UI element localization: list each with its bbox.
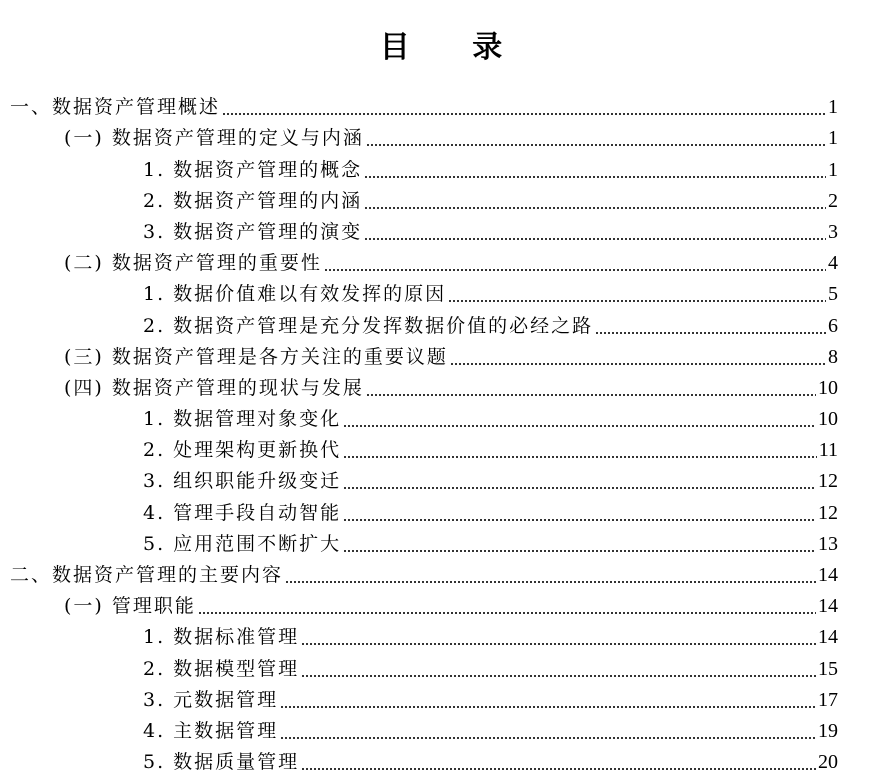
dot-leader [280, 736, 816, 740]
toc-entry[interactable] [0, 340, 882, 371]
dot-leader [366, 143, 826, 147]
toc-entry[interactable] [0, 90, 882, 121]
toc-page-number: 14 [818, 564, 838, 586]
toc-entry[interactable] [0, 121, 882, 152]
toc-entry-title: 1. 数据价值难以有效发挥的原因 [143, 283, 447, 306]
toc-page-number: 3 [828, 220, 838, 243]
toc-page-number: 12 [818, 470, 838, 493]
toc-entry-title: 一、数据资产管理概述 [10, 96, 221, 119]
toc-entry[interactable] [0, 683, 882, 714]
toc-entry[interactable] [0, 152, 882, 183]
toc-page-number: 11 [818, 439, 838, 462]
dot-leader [364, 175, 826, 179]
toc-entry-title: 4. 主数据管理 [143, 719, 279, 742]
dot-leader [450, 362, 826, 366]
toc-entry[interactable] [0, 745, 882, 776]
toc-entry[interactable] [0, 620, 882, 651]
toc-page-number: 19 [818, 719, 838, 742]
toc-entry[interactable] [0, 402, 882, 433]
toc-entry[interactable] [0, 184, 882, 215]
dot-leader [343, 424, 816, 428]
toc-page-number: 14 [818, 595, 838, 618]
toc-entry-title: 2. 数据资产管理是充分发挥数据价值的必经之路 [143, 314, 594, 337]
toc-page-number: 2 [828, 189, 838, 212]
toc-page-number: 15 [818, 657, 838, 680]
toc-entry[interactable] [0, 277, 882, 308]
toc-entry-title: (一) 数据资产管理的定义与内涵 [64, 127, 364, 150]
toc-page-number: 6 [828, 314, 838, 337]
toc-entry[interactable] [0, 714, 882, 745]
dot-leader [301, 767, 816, 771]
toc-page-number: 12 [818, 501, 838, 524]
toc-entry-title: (三) 数据资产管理是各方关注的重要议题 [64, 345, 448, 368]
toc-entry-title: 4. 管理手段自动智能 [143, 501, 342, 524]
dot-leader [198, 611, 816, 615]
toc-page-number: 13 [818, 532, 838, 555]
toc-entry[interactable] [0, 464, 882, 495]
toc-page-number: 17 [818, 688, 838, 711]
toc-page-number: 8 [828, 345, 838, 368]
toc-entry[interactable] [0, 558, 882, 589]
toc-entry[interactable] [0, 371, 882, 402]
dot-leader [343, 486, 816, 490]
toc-page-number: 10 [818, 376, 838, 399]
toc-entry[interactable] [0, 308, 882, 339]
toc-entry-title: 5. 应用范围不断扩大 [143, 532, 342, 555]
toc-entry[interactable] [0, 527, 882, 558]
dot-leader [301, 674, 816, 678]
toc-entry[interactable] [0, 651, 882, 682]
dot-leader [366, 393, 816, 397]
toc-page-number: 4 [828, 252, 838, 275]
dot-leader [364, 206, 826, 210]
toc-entry-title: 1. 数据管理对象变化 [143, 408, 342, 431]
toc-page-number: 14 [818, 626, 838, 649]
toc-page-number: 20 [818, 751, 838, 774]
toc-entry[interactable] [0, 495, 882, 526]
dot-leader [343, 518, 816, 522]
dot-leader [280, 705, 816, 709]
toc-entry[interactable] [0, 215, 882, 246]
dot-leader [448, 299, 826, 303]
toc-entry-title: 3. 数据资产管理的演变 [143, 220, 363, 243]
table-of-contents [0, 90, 882, 776]
toc-page-number: 1 [828, 158, 838, 181]
page-title: 目 录 [379, 30, 529, 66]
toc-page-number: 1 [828, 127, 838, 150]
dot-leader [595, 331, 826, 335]
toc-entry[interactable] [0, 589, 882, 620]
toc-entry-title: 2. 数据资产管理的内涵 [143, 189, 363, 212]
toc-entry-title: 二、数据资产管理的主要内容 [10, 564, 284, 586]
toc-entry-title: 2. 数据模型管理 [143, 657, 300, 680]
toc-entry-title: 5. 数据质量管理 [143, 751, 300, 774]
toc-entry-title: (四) 数据资产管理的现状与发展 [64, 376, 364, 399]
toc-entry-title: 2. 处理架构更新换代 [143, 439, 342, 462]
toc-entry-title: 1. 数据资产管理的概念 [143, 158, 363, 181]
toc-entry-title: (一) 管理职能 [64, 595, 196, 618]
dot-leader [324, 268, 826, 272]
toc-entry-title: (二) 数据资产管理的重要性 [64, 252, 322, 275]
toc-page-number: 1 [828, 96, 838, 119]
dot-leader [364, 237, 826, 241]
dot-leader [343, 455, 817, 459]
toc-entry-title: 3. 元数据管理 [143, 688, 279, 711]
dot-leader [301, 642, 816, 646]
toc-entry[interactable] [0, 246, 882, 277]
toc-entry-title: 3. 组织职能升级变迁 [143, 470, 342, 493]
toc-entry[interactable] [0, 433, 882, 464]
dot-leader [285, 580, 816, 584]
toc-entry-title: 1. 数据标准管理 [143, 626, 300, 649]
dot-leader [222, 112, 826, 116]
toc-page-number: 5 [828, 283, 838, 306]
dot-leader [343, 549, 816, 553]
toc-page-number: 10 [818, 408, 838, 431]
